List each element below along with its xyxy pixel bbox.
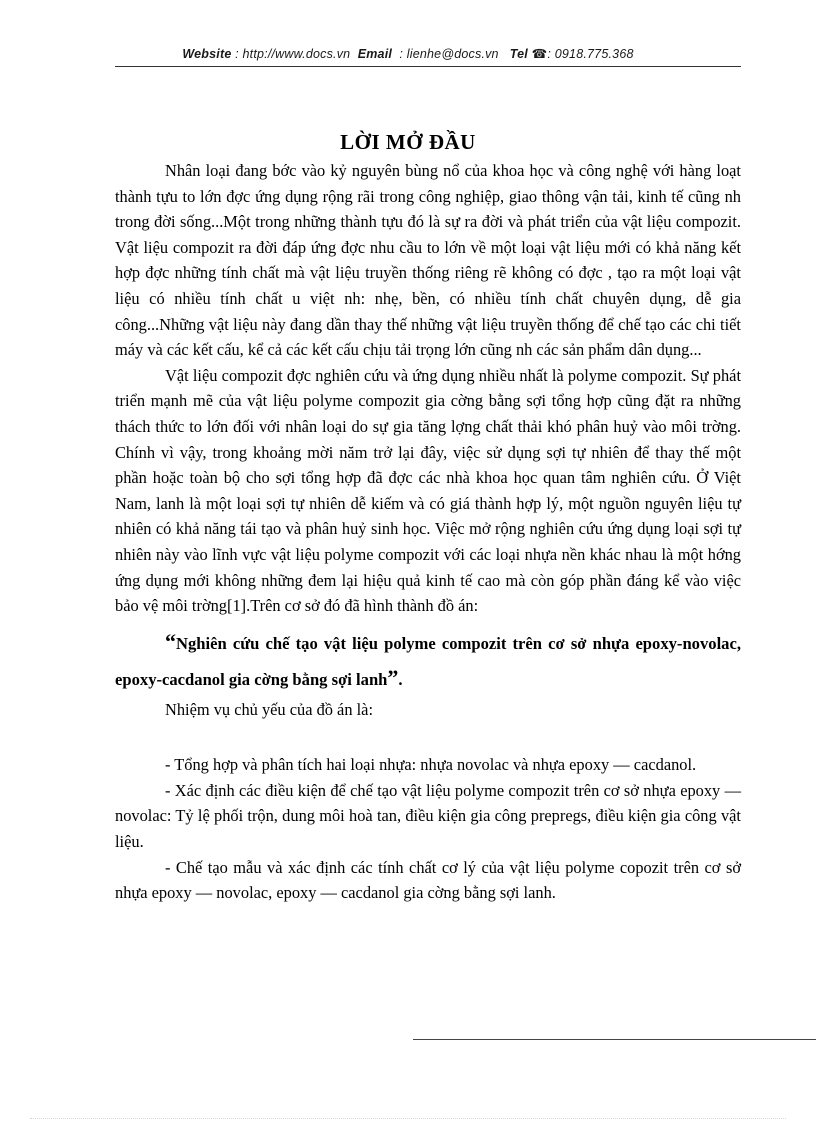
page-title: LỜI MỞ ĐẦU bbox=[340, 130, 476, 154]
email-value[interactable]: : lienhe@docs.vn bbox=[399, 47, 499, 61]
close-quote: ” bbox=[387, 664, 399, 690]
tel-label: Tel bbox=[509, 47, 528, 61]
header-divider bbox=[115, 66, 741, 67]
page-header bbox=[0, 46, 816, 61]
tasks-intro: Nhiệm vụ chủ yếu của đồ án là: bbox=[165, 699, 374, 719]
intro-paragraph-1: Nhân loại đang bớc vào kỷ nguyên bùng nổ của khoa học và công nghệ với hàng loạt thành tựu to lớn đợc ứng dụng rộng rãi trong công nghiệp, giao thông vận tải, kinh tế cũng nh trong đời sống...Một trong những thành tựu đó là sự ra đời và phát triển của vật liệu compozit. Vật liệu compozit ra đời đáp ứng đợc nhu cầu to lớn về một loại vật liệu mới có khả năng kết hợp đợc những tính chất mà vật liệu truyền thống riêng rẽ không có đợc , tạo ra một loại vật liệu có nhiều tính chất u việt nh: nhẹ, bền, có nhiều tính chất chuyên dụng, dễ gia công...Những vật liệu này đang dần thay thế những vật liệu truyền thống để chế tạo các chi tiết máy và các kết cấu, kể cả các kết cấu chịu tải trọng lớn cũng nh các sản phẩm dân dụng... bbox=[115, 161, 741, 360]
email-label: Email bbox=[357, 47, 393, 61]
tel-value: : 0918.775.368 bbox=[547, 47, 634, 61]
task-item: - Xác định các điều kiện để chế tạo vật liệu polyme compozit trên cơ sở nhựa epoxy — novolac: Tỷ lệ phối trộn, dung môi hoà tan, điều kiện gia công prepregs, điều kiện gia công vật liệu. bbox=[115, 780, 741, 852]
website-value[interactable]: : http://www.docs.vn bbox=[235, 47, 351, 61]
footnote-divider bbox=[413, 1039, 816, 1040]
thesis-topic bbox=[115, 625, 741, 697]
document-body bbox=[115, 158, 741, 906]
phone-icon: ☎ bbox=[531, 47, 548, 61]
intro-paragraph-2: Vật liệu compozit đợc nghiên cứu và ứng dụng nhiều nhất là polyme compozit. Sự phát triển mạnh mẽ của vật liệu polyme compozit gia cờng bằng sợi tổng hợp cũng đặt ra những thách thức to lớn đối với nhân loại do sự gia tăng lợng chất thải khó phân huỷ vào môi trờng. Chính vì vậy, trong khoảng mời năm trở lại đây, việc sử dụng sợi tự nhiên để thay thế một phần hoặc toàn bộ cho sợi tổng hợp đã đợc các nhà khoa học quan tâm nghiên cứu. Ở Việt Nam, lanh là một loại sợi tự nhiên dễ kiếm và có giá thành hợp lý, một nguồn nguyên liệu tự nhiên có khả năng tái tạo và phân huỷ sinh học. Việc mở rộng nghiên cứu ứng dụng loại sợi tự nhiên này vào lĩnh vực vật liệu polyme compozit với các loại nhựa nền khác nhau là một hớng ứng dụng mới không những đem lại hiệu quả kinh tế cao mà còn góp phần đáng kể vào việc bảo vệ môi trờng[1].Trên cơ sở đó đã hình thành đồ án: bbox=[115, 365, 741, 616]
website-label: Website bbox=[182, 47, 232, 61]
topic-text: Nghiên cứu chế tạo vật liệu polyme compozit trên cơ sở nhựa epoxy-novolac, epoxy-cacdanol gia cờng bằng sợi lanh bbox=[115, 633, 741, 689]
topic-end: . bbox=[398, 669, 403, 689]
page-bottom-edge bbox=[30, 1118, 786, 1119]
task-item: - Tổng hợp và phân tích hai loại nhựa: nhựa novolac và nhựa epoxy — cacdanol. bbox=[165, 755, 697, 775]
task-item: - Chế tạo mẫu và xác định các tính chất cơ lý của vật liệu polyme copozit trên cơ sở nhựa epoxy — novolac, epoxy — cacdanol gia cờng bằng sợi lanh. bbox=[115, 857, 741, 903]
open-quote: “ bbox=[165, 628, 176, 654]
task-list bbox=[115, 752, 741, 906]
